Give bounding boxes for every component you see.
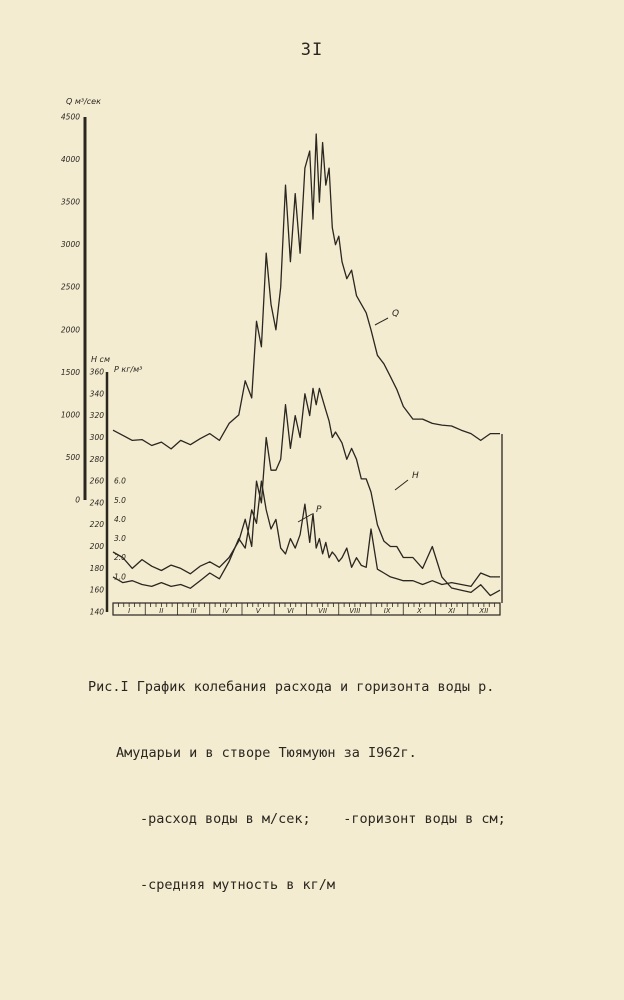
series-p-leader — [298, 514, 312, 522]
axis-h — [90, 355, 110, 617]
series-p-line — [113, 481, 500, 588]
figure-caption — [88, 632, 608, 918]
month-label: XI — [448, 607, 456, 615]
series-h-line — [113, 388, 500, 595]
month-label: III — [190, 607, 197, 615]
series-p-label: P — [316, 505, 322, 515]
page-number: 3I — [300, 40, 324, 60]
caption-line-4: -средняя мутность в кг/м — [140, 877, 336, 893]
caption-line-1: Рис.I График колебания расхода и горизонта воды р. — [88, 679, 495, 695]
month-label: X — [416, 607, 422, 615]
h-tick-label: 140 — [89, 607, 104, 617]
h-tick-label: 320 — [89, 411, 104, 421]
q-tick-label: 1500 — [60, 367, 80, 377]
series-h-leader — [395, 480, 408, 490]
q-unit-label: Q м³/сек — [66, 97, 101, 106]
q-tick-label: 3500 — [60, 197, 80, 207]
q-tick-label: 2000 — [60, 325, 80, 335]
series-q-label: Q — [392, 309, 400, 319]
h-tick-label: 360 — [89, 367, 104, 377]
h-tick-label: 180 — [89, 563, 104, 573]
axis-q — [61, 97, 101, 505]
p-tick-label: 5.0 — [114, 495, 126, 505]
caption-line-2: Амударьи и в створе Тюямуюн за I962г. — [116, 745, 417, 761]
h-tick-label: 200 — [89, 542, 104, 552]
q-tick-label: 4000 — [60, 155, 80, 165]
axis-p — [114, 365, 142, 581]
p-tick-label: 3.0 — [114, 534, 126, 544]
series-h-label: H — [412, 471, 419, 481]
h-tick-label: 240 — [89, 498, 104, 508]
month-label: XII — [479, 607, 489, 615]
month-label: V — [255, 607, 261, 615]
q-tick-label: 3000 — [60, 240, 80, 250]
month-label: VII — [318, 607, 328, 615]
q-tick-label: 0 — [75, 495, 80, 505]
q-tick-label: 500 — [65, 452, 80, 462]
p-tick-label: 6.0 — [114, 476, 126, 486]
q-tick-label: 1000 — [60, 410, 80, 420]
h-unit-label: H см — [91, 355, 110, 364]
p-unit-label: P кг/м³ — [114, 365, 143, 374]
h-tick-label: 220 — [89, 520, 104, 530]
h-tick-label: 260 — [89, 476, 104, 486]
p-tick-label: 1.0 — [114, 572, 126, 582]
month-label: VIII — [349, 607, 361, 615]
q-tick-label: 2500 — [60, 282, 80, 292]
h-tick-label: 160 — [89, 585, 104, 595]
month-label: VI — [286, 607, 294, 615]
caption-line-3: -расход воды в м/сек; -горизонт воды в см; — [140, 811, 506, 827]
h-tick-label: 340 — [89, 389, 104, 399]
series-q-leader — [375, 318, 388, 325]
h-tick-label: 300 — [89, 432, 104, 442]
month-label: IX — [383, 607, 391, 615]
h-tick-label: 280 — [89, 454, 104, 464]
month-label: I — [128, 607, 131, 615]
month-label: IV — [222, 607, 230, 615]
series-lines — [113, 134, 500, 596]
p-tick-label: 4.0 — [114, 514, 126, 524]
q-tick-label: 4500 — [60, 112, 80, 122]
month-label: II — [159, 607, 164, 615]
p-tick-label: 2.0 — [114, 553, 126, 563]
